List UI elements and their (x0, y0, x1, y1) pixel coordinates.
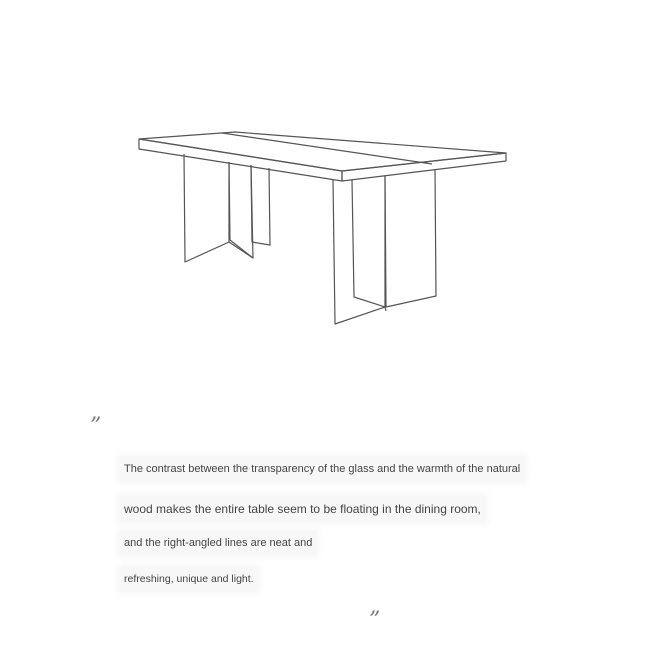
left-leg-panel-front (184, 154, 229, 262)
open-quote-mark: ” (90, 414, 101, 439)
right-leg-panel-front (333, 176, 385, 324)
quote-line-3: and the right-angled lines are neat and (120, 531, 316, 555)
quote-line-4: refreshing, unique and light. (120, 567, 258, 591)
tabletop-surface (139, 132, 506, 171)
quote-line-1: The contrast between the transparency of the glass and the warmth of the natural (120, 457, 524, 481)
tabletop-split-line (222, 133, 432, 164)
left-leg-panel-side (251, 165, 270, 245)
quote-line-2: wood makes the entire table seem to be floating in the dining room, (120, 496, 485, 522)
close-quote-mark: ” (369, 608, 380, 633)
tabletop-side-edge (342, 153, 506, 181)
right-leg-panel-side (385, 170, 436, 307)
right-leg-panel-inner (352, 180, 385, 307)
left-leg-panel-back (229, 162, 253, 258)
tabletop-front-edge (139, 139, 342, 181)
